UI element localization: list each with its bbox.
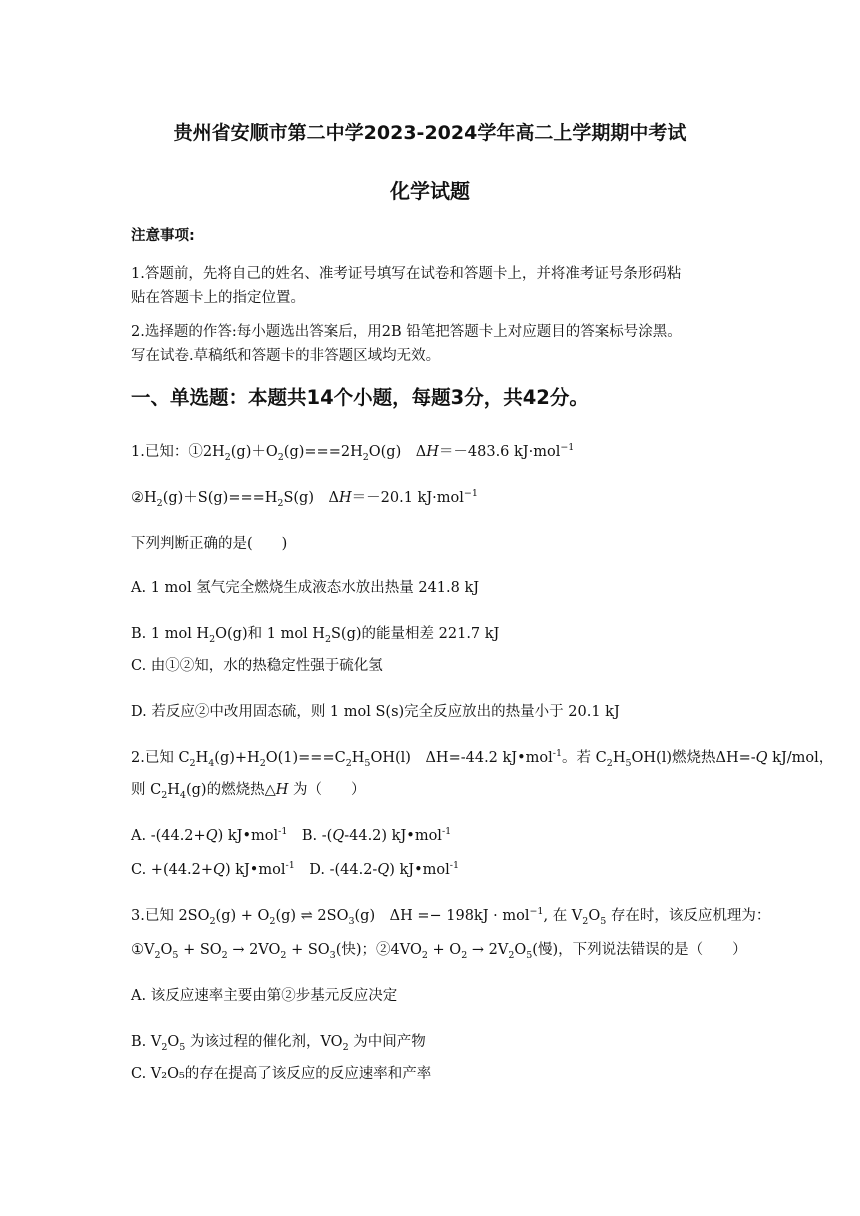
notes-heading: 注意事项: xyxy=(131,228,195,244)
q1-option-b: B. 1 mol $H_2O(g)$和 1 mol $H_2S(g)$的能量相差 221.7 kJ xyxy=(131,626,500,645)
exam-title: 贵州省安顺市第二中学2023-2024学年高二上学期期中考试 xyxy=(173,122,687,144)
q2-options-cd: C. +(44.2+Q) kJ•mol$^{-1}$ D. -(44.2-Q) kJ•mol$^{-1}$ xyxy=(131,860,460,878)
note2-line1: 2.选择题的作答:每小题选出答案后，用2B 铅笔把答题卡上对应题目的答案标号涂黑。 xyxy=(131,324,682,340)
note1-line2: 贴在答题卡上的指定位置。 xyxy=(131,290,305,306)
q1-option-d: D. 若反应②中改用固态硫，则 1 mol S(s)完全反应放出的热量小于 20.1 kJ xyxy=(131,704,620,720)
section1-heading: 一、单选题：本题共14个小题，每题3分，共42分。 xyxy=(131,386,589,409)
q1-option-a: A. 1 mol 氢气完全燃烧生成液态水放出热量 241.8 kJ xyxy=(131,580,480,596)
q2-stem-line2: 则 $C_2H_4(g)$的燃烧热△H 为（ ） xyxy=(131,782,366,801)
note1-line1: 1.答题前，先将自己的姓名、准考证号填写在试卷和答题卡上，并将准考证号条形码粘 xyxy=(131,266,682,282)
note2-line2: 写在试卷.草稿纸和答题卡的非答题区域均无效。 xyxy=(131,348,441,364)
q3-option-c: C. V₂O₅的存在提高了该反应的反应速率和产率 xyxy=(131,1066,432,1082)
q3-option-b: B. $V_2O_5$ 为该过程的催化剂，$VO_2$ 为中间产物 xyxy=(131,1034,426,1053)
exam-subtitle: 化学试题 xyxy=(390,179,470,203)
q1-prompt: 下列判断正确的是( ) xyxy=(131,536,288,552)
q1-option-c: C. 由①②知，水的热稳定性强于硫化氢 xyxy=(131,658,383,674)
q1-equation2: $②H_2(g)+S(g)===H_2S(g)$ ΔH＝－20.1 kJ·mol$^{-1}$ xyxy=(131,488,478,509)
q2-options-ab: A. -(44.2+Q) kJ•mol$^{-1}$ B. -(Q-44.2) kJ•mol$^{-1}$ xyxy=(131,826,452,844)
q3-option-a: A. 该反应速率主要由第②步基元反应决定 xyxy=(131,988,398,1004)
q3-stem-line1: 3.已知 $2SO_2(g) + O_2(g)$ ⇌ $2SO_3(g)$ ΔH =− 198kJ · mol$^{-1}$, 在 $V_2O_5$ 存在时，该反应机理为： xyxy=(131,906,771,927)
q3-stem-line2: $①V_2O_5 + SO_2 \to 2VO_2 + SO_3$(快)；$②4VO_2 + O_2 \to 2V_2O_5$(慢)，下列说法错误的是（ ） xyxy=(131,942,747,961)
q2-stem-line1: 2.已知 $C_2H_4(g)+H_2O(1)===C_2H_5OH(l)$ ΔH=-44.2 kJ•mol$^{-1}$。若 $C_2H_5OH(l)$燃烧热ΔH=-Q kJ/mol， xyxy=(131,748,834,769)
q1-equation1: 1.已知：$①2H_2(g)+O_2(g)===2H_2O(g)$ ΔH＝－483.6 kJ·mol$^{-1}$ xyxy=(131,442,575,463)
